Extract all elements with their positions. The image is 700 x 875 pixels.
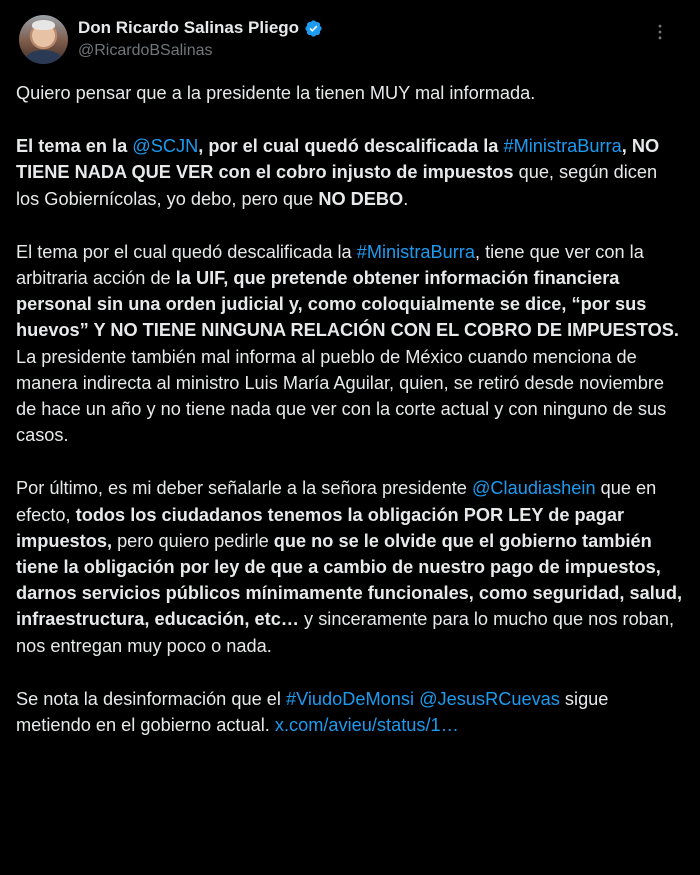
text: NO DEBO <box>318 188 404 209</box>
text: que no se le olvide que el gobierno también tiene la obligación por ley de que a cambio de nuestro pago de impuestos, darnos servicios públicos mínimamente funcionales, como seguridad, salud, infraestructura, educación, etc… <box>16 530 683 630</box>
text: , por el cual quedó descalificada la <box>198 136 504 157</box>
text: Quiero pensar que a la presidente la tienen MUY mal informada. <box>16 83 536 103</box>
text: Por último, es mi deber señalarle a la señora presidente <box>16 478 472 499</box>
text: todos los ciudadanos tenemos la obligación POR LEY de pagar impuestos, <box>16 504 625 551</box>
hashtag-link[interactable]: #MinistraBurra <box>503 136 622 157</box>
mention-link[interactable]: @Claudiashein <box>471 478 596 499</box>
text: La presidente también mal informa al pueblo de México cuando menciona de manera indirecta al ministro Luis María Aguilar, quien, se retiró desde noviembre de hace un año y no tiene nada que ver con la corte actual y con ninguno de sus casos. <box>16 346 667 446</box>
text: . <box>403 188 409 209</box>
author-name[interactable]: Don Ricardo Salinas Pliego <box>78 18 300 37</box>
paragraph-4 <box>16 475 684 658</box>
text: la UIF, que pretende obtener información financiera personal sin una orden judicial y, como coloquialmente se dice, “por sus huevos” Y NO TIENE NINGUNA RELACIÓN CON EL COBRO DE IMPUESTOS. <box>16 268 679 341</box>
name-row <box>78 18 323 38</box>
mention-link[interactable]: @JesusRCuevas <box>419 688 560 709</box>
text: El tema por el cual quedó descalificada la <box>16 241 357 262</box>
text: que, según dicen los Gobiernícolas, yo debo, pero que <box>16 162 658 209</box>
text: pero quiero pedirle <box>112 530 274 551</box>
verified-badge-icon <box>304 19 323 38</box>
avatar-hair <box>32 20 55 30</box>
tweet-header <box>16 0 684 80</box>
tweet-body <box>16 80 684 738</box>
paragraph-1 <box>16 80 684 106</box>
paragraph-gap <box>16 106 684 133</box>
text: , tiene que ver con la arbitraria acción de <box>16 241 644 289</box>
text: que en efecto, <box>16 478 657 525</box>
text: El tema en la <box>16 136 133 157</box>
paragraph-gap <box>16 448 684 475</box>
paragraph-2 <box>16 133 684 212</box>
paragraph-5 <box>16 686 684 738</box>
author-handle[interactable]: @RicardoBSalinas <box>78 42 213 59</box>
text: Se nota la desinformación que el <box>16 688 286 709</box>
url-link[interactable]: x.com/avieu/status/1… <box>274 715 459 736</box>
paragraph-gap <box>16 212 684 239</box>
text: y sinceramente para lo mucho que nos roban, nos entregan muy poco o nada. <box>16 609 675 656</box>
avatar-shirt <box>25 50 62 64</box>
hashtag-link[interactable]: #ViudoDeMonsi <box>285 688 415 709</box>
paragraph-3 <box>16 239 684 449</box>
text: , NO TIENE NADA QUE VER con el cobro injusto de impuestos <box>16 136 660 183</box>
hashtag-link[interactable]: #MinistraBurra <box>356 241 475 262</box>
more-options-icon[interactable] <box>650 22 670 42</box>
text: sigue metiendo en el gobierno actual. <box>16 688 609 736</box>
author-names <box>78 18 323 60</box>
mention-link[interactable]: @SCJN <box>132 136 199 157</box>
avatar[interactable] <box>19 15 68 64</box>
paragraph-gap <box>16 659 684 686</box>
